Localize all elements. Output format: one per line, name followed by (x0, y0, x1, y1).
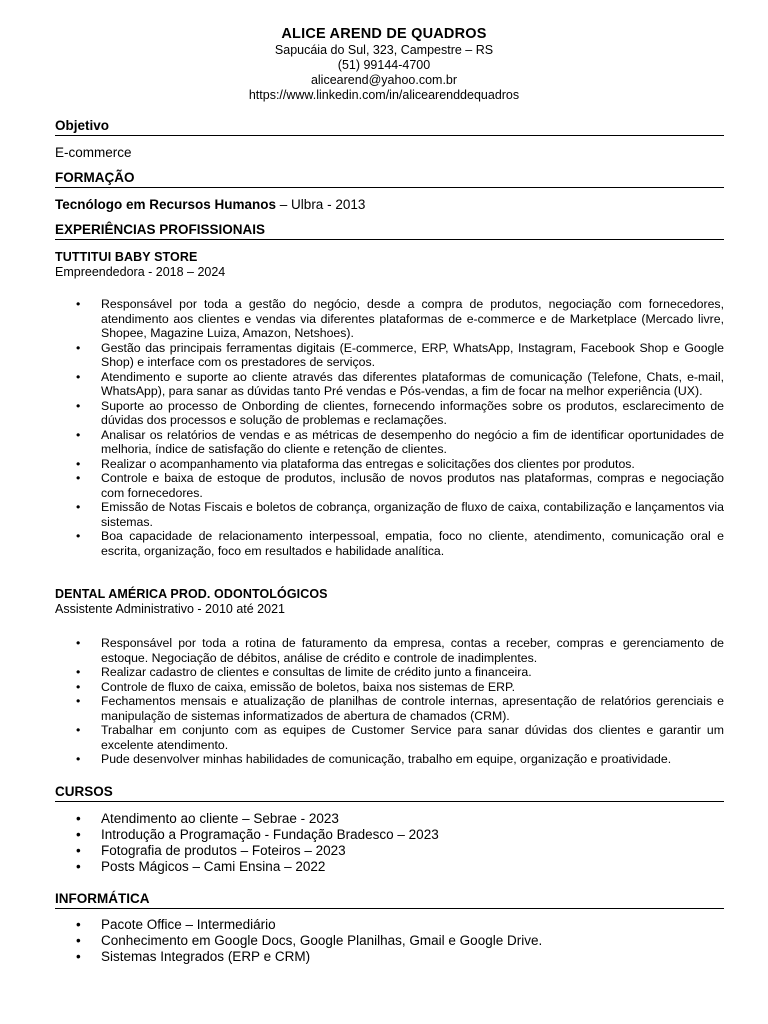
candidate-name: ALICE AREND DE QUADROS (281, 26, 487, 42)
it-section (55, 891, 724, 909)
resume-header (0, 0, 768, 103)
bullet-icon: • (76, 297, 81, 311)
courses-title: CURSOS (55, 784, 724, 802)
list-item-text: Pude desenvolver minhas habilidades de comunicação, trabalho em equipe, organização e proatividade. (101, 752, 672, 766)
degree-detail: – Ulbra - 2013 (276, 197, 366, 212)
list-item-text: Analisar os relatórios de vendas e as métricas de desempenho do negócio a fim de identificar oportunidades de melhoria, índice de satisfação do cliente e retenção de clientes. (101, 427, 724, 456)
bullet-icon: • (76, 752, 81, 766)
courses-list (55, 811, 724, 875)
bullet-icon: • (76, 917, 81, 932)
list-item (55, 341, 724, 370)
bullet-icon: • (76, 665, 81, 679)
list-item-text: Boa capacidade de relacionamento interpessoal, empatia, foco no cliente, atendimento, comunicação oral e escrita, organização, foco em resultados e habilidade analítica. (101, 529, 724, 558)
bullet-icon: • (76, 949, 81, 964)
list-item (55, 665, 724, 680)
bullet-icon: • (76, 811, 81, 826)
list-item (55, 917, 724, 933)
bullet-icon: • (76, 456, 81, 471)
list-item-text: Atendimento e suporte ao cliente através das diferentes plataformas de comunicação (Telefone, Chats, e-mail, WhatsApp), para sanar as dúvidas tanto Pré vendas e Pós-vendas, a fim de focar na melhor experiência (UX). (101, 369, 724, 398)
bullet-icon: • (76, 694, 81, 708)
experience-section (55, 222, 724, 240)
job-entry (55, 587, 724, 617)
it-skills-list (55, 917, 724, 965)
list-item (55, 297, 724, 341)
job-duties-list (55, 636, 724, 767)
list-item (55, 529, 724, 558)
list-item-text: Conhecimento em Google Docs, Google Planilhas, Gmail e Google Drive. (101, 933, 543, 948)
experience-title: EXPERIÊNCIAS PROFISSIONAIS (55, 222, 724, 240)
list-item (55, 752, 724, 767)
objective-section (55, 118, 724, 161)
list-item (55, 471, 724, 500)
list-item-text: Realizar cadastro de clientes e consultas de limite de crédito junto a financeira. (101, 665, 532, 679)
list-item (55, 370, 724, 399)
list-item-text: Responsável por toda a gestão do negócio, desde a compra de produtos, negociação com fornecedores, atendimento aos clientes e vendas via diferentes plataformas de e-commerce e de Marketplace (Mercado livre, Shopee, Magazine Luiza, Amazon, Netshoes). (101, 297, 724, 340)
bullet-icon: • (76, 933, 81, 948)
bullet-icon: • (76, 843, 81, 858)
phone: (51) 99144-4700 (337, 58, 431, 72)
bullet-icon: • (76, 427, 81, 442)
list-item-text: Fechamentos mensais e atualização de planilhas de controle internas, apresentação de relatórios gerenciais e manipulação de sistemas informatizados de abertura de chamados (CRM). (101, 694, 724, 723)
bullet-icon: • (76, 369, 81, 384)
list-item-text: Posts Mágicos – Cami Ensina – 2022 (101, 859, 326, 874)
education-title: FORMAÇÃO (55, 170, 724, 188)
list-item-text: Suporte ao processo de Onbording de clientes, fornecendo informações sobre os produtos, esclarecimento de dúvidas dos processos e solução de problemas e reclamações. (101, 398, 724, 427)
list-item (55, 827, 724, 843)
job-role: Empreendedora - 2018 – 2024 (55, 265, 226, 279)
list-item-text: Introdução a Programação - Fundação Bradesco – 2023 (101, 827, 439, 842)
list-item (55, 500, 724, 529)
list-item (55, 457, 724, 472)
education-section (55, 170, 724, 213)
list-item (55, 949, 724, 965)
bullet-icon: • (76, 679, 81, 694)
it-title: INFORMÁTICA (55, 891, 724, 909)
bullet-icon: • (76, 827, 81, 842)
bullet-icon: • (76, 529, 81, 543)
job-company: TUTTITUI BABY STORE (55, 250, 198, 264)
list-item (55, 933, 724, 949)
education-entry (55, 197, 724, 213)
list-item (55, 636, 724, 665)
bullet-icon: • (76, 723, 81, 737)
list-item-text: Realizar o acompanhamento via plataforma das entregas e solicitações dos clientes por produtos. (101, 456, 635, 471)
job-entry (55, 250, 724, 280)
courses-section (55, 784, 724, 802)
list-item-text: Controle e baixa de estoque de produtos, inclusão de novos produtos nas plataformas, compras e negociação com fornecedores. (101, 471, 724, 500)
bullet-icon: • (76, 398, 81, 413)
job-company: DENTAL AMÉRICA PROD. ODONTOLÓGICOS (55, 587, 328, 601)
list-item-text: Trabalhar em conjunto com as equipes de Customer Service para sanar dúvidas dos clientes e garantir um excelente atendimento. (101, 723, 724, 752)
linkedin-url: https://www.linkedin.com/in/alicearenddequadros (248, 88, 520, 102)
list-item-text: Controle de fluxo de caixa, emissão de boletos, baixa nos sistemas de ERP. (101, 679, 515, 694)
list-item (55, 399, 724, 428)
list-item (55, 680, 724, 695)
bullet-icon: • (76, 340, 81, 355)
objective-text: E-commerce (55, 145, 132, 160)
list-item (55, 428, 724, 457)
list-item (55, 811, 724, 827)
list-item-text: Gestão das principais ferramentas digitais (E-commerce, ERP, WhatsApp, Instagram, Facebook Shop e Google Shop) e interface com os prestadores de serviços. (101, 340, 724, 369)
job-duties-list (55, 297, 724, 558)
list-item (55, 843, 724, 859)
address: Sapucáia do Sul, 323, Campestre – RS (274, 43, 494, 57)
list-item (55, 859, 724, 875)
list-item-text: Sistemas Integrados (ERP e CRM) (101, 949, 311, 964)
bullet-icon: • (76, 500, 81, 514)
bullet-icon: • (76, 859, 81, 874)
list-item-text: Responsável por toda a rotina de faturamento da empresa, contas a receber, compras e gerenciamento de estoque. Negociação de débitos, análise de crédito e controle de inadimplentes. (101, 636, 724, 665)
list-item-text: Fotografia de produtos – Foteiros – 2023 (101, 843, 346, 858)
list-item-text: Atendimento ao cliente – Sebrae - 2023 (101, 811, 339, 826)
list-item-text: Pacote Office – Intermediário (101, 917, 276, 932)
objective-title: Objetivo (55, 118, 724, 136)
list-item (55, 694, 724, 723)
job-role: Assistente Administrativo - 2010 até 2021 (55, 602, 285, 616)
list-item-text: Emissão de Notas Fiscais e boletos de cobrança, organização de fluxo de caixa, contabilização e lançamentos via sistemas. (101, 500, 724, 529)
email: alicearend@yahoo.com.br (310, 73, 458, 87)
degree-name: Tecnólogo em Recursos Humanos (55, 197, 277, 212)
bullet-icon: • (76, 471, 81, 485)
bullet-icon: • (76, 636, 81, 650)
list-item (55, 723, 724, 752)
